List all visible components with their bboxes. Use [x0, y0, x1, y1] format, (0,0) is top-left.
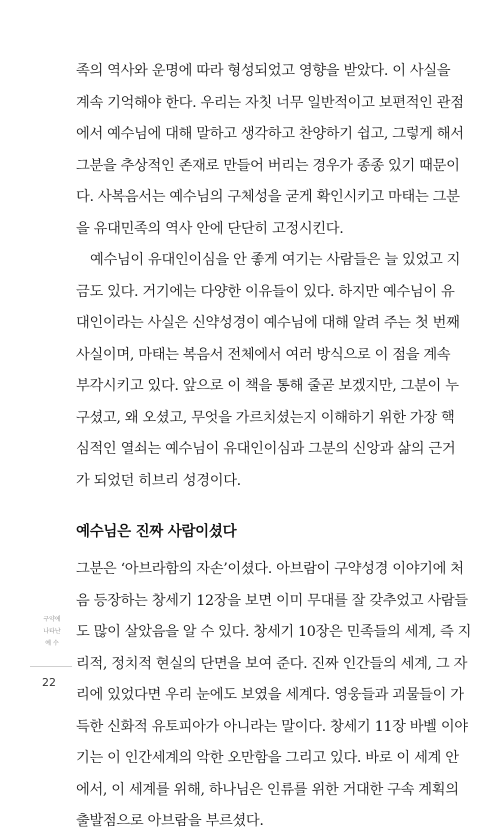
text-line: 에서 예수님에 대해 말하고 생각하고 찬양하기 쉽고, 그렇게 해서	[76, 126, 464, 142]
text-line: 리적, 정치적 현실의 단면을 보여 준다. 진짜 인간들의 세계, 그 자	[76, 655, 468, 672]
text-line: 가 되었던 히브리 성경이다.	[76, 472, 241, 489]
section-spacer	[76, 497, 428, 517]
text-line: 도 많이 살았음을 알 수 있다. 창세기 10장은 민족들의 세계, 즉 지	[76, 624, 472, 640]
text-line: 득한 신화적 유토피아가 아니라는 말이다. 창세기 11장 바벨 이야	[76, 718, 468, 735]
text-line: 다. 사복음서는 예수님의 구체성을 굳게 확인시키고 마태는 그분	[76, 189, 460, 205]
text-line: 심적인 열쇠는 예수님이 유대인이심과 그분의 신앙과 삶의 근거	[76, 441, 456, 457]
body-text	[76, 56, 472, 838]
text-line: 족의 역사와 운명에 따라 형성되었고 영향을 받았다. 이 사실을	[76, 63, 451, 79]
text-line: 을 유대민족의 역사 안에 단단히 고정시킨다.	[76, 220, 344, 237]
page-number: 22	[42, 676, 56, 689]
running-head-line: 나타난	[43, 628, 61, 635]
section-heading: 예수님은 진짜 사람이셨다	[76, 524, 237, 540]
running-head	[38, 614, 66, 650]
paragraph-3	[76, 554, 472, 838]
text-line: 그분을 추상적인 존재로 만들어 버리는 경우가 종종 있기 때문이	[76, 157, 460, 174]
text-line: 부각시키고 있다. 앞으로 이 책을 통해 줄곧 보겠지만, 그분이 누	[76, 378, 459, 394]
paragraph-2	[76, 245, 461, 497]
text-line: 기는 이 인간세계의 악한 오만함을 그리고 있다. 바로 이 세계 안	[76, 750, 459, 766]
text-line: 그분은 ‘아브라함의 자손’이셨다. 아브람이 구약성경 이야기에 처	[76, 561, 464, 577]
footer-rule	[30, 666, 72, 667]
running-head-line: 예 수	[45, 640, 59, 647]
running-head-line: 구약에	[43, 616, 61, 623]
text-line: 음 등장하는 창세기 12장을 보면 이미 무대를 잘 갖추었고 사람들	[76, 592, 468, 609]
text-line: 금도 있다. 거기에는 다양한 이유들이 있다. 하지만 예수님이 유	[76, 283, 455, 300]
text-line: 예수님이 유대인이심을 안 좋게 여기는 사람들은 늘 있었고 지	[90, 252, 461, 268]
text-line: 계속 기억해야 한다. 우리는 자칫 너무 일반적이고 보편적인 관점	[76, 94, 464, 111]
text-line: 구셨고, 왜 오셨고, 무엇을 가르치셨는지 이해하기 위한 가장 핵	[76, 409, 455, 426]
text-line: 출발점으로 아브람을 부르셨다.	[76, 813, 264, 829]
paragraph-1	[76, 56, 464, 245]
text-line: 사실이며, 마태는 복음서 전체에서 여러 방식으로 이 점을 계속	[76, 346, 451, 363]
text-line: 에서, 이 세계를 위해, 하나님은 인류를 위한 거대한 구속 계획의	[76, 781, 459, 798]
text-line: 대인이라는 사실은 신약성경이 예수님에 대해 알려 주는 첫 번째	[76, 315, 460, 331]
text-line: 리에 있었다면 우리 눈에도 보였을 세계다. 영웅들과 괴물들이 가	[76, 687, 464, 703]
